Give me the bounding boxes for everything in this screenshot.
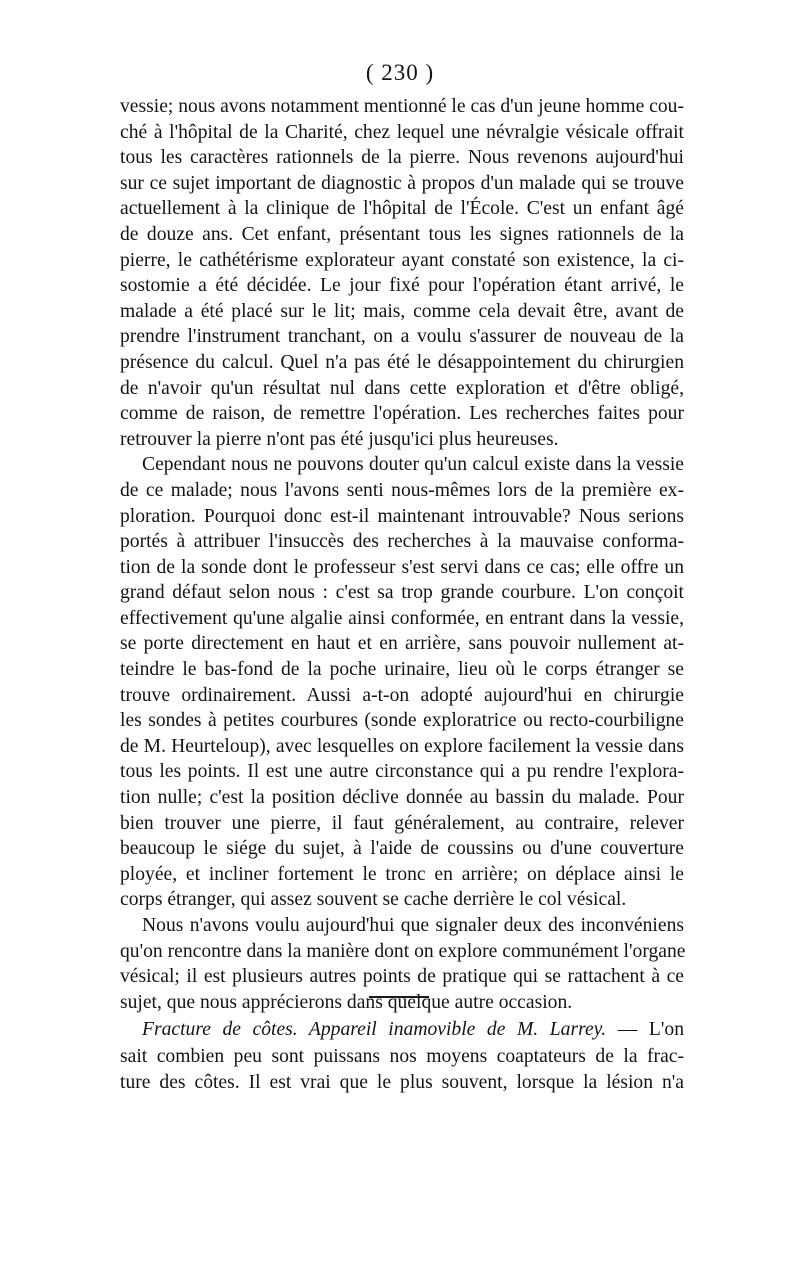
text-line: ché à l'hôpital de la Charité, chez lequel une névralgie vésicale offrait: [120, 121, 684, 143]
section-divider: [369, 996, 429, 998]
text-line: ployée, et incliner fortement le tronc en arrière; on déplace ainsi le: [120, 863, 684, 885]
paragraph-1: [120, 94, 684, 452]
text-line: ploration. Pourquoi donc est-il maintenant introuvable? Nous serions: [120, 505, 684, 527]
section-first-line: [120, 1017, 684, 1044]
page-number: ( 230 ): [365, 60, 435, 85]
text-line: tous les points. Il est une autre circonstance qui a pu rendre l'explora-: [120, 761, 684, 783]
section-heading: Fracture de côtes. Appareil inamovible de M. Larrey.: [142, 1019, 607, 1040]
text-line: vessie; nous avons notamment mentionné le cas d'un jeune homme cou-: [120, 96, 684, 117]
text-line: retrouver la pierre n'ont pas été jusqu'ici plus heureuses.: [120, 428, 559, 450]
text-line: les sondes à petites courbures (sonde exploratrice ou recto-courbiligne: [120, 710, 684, 732]
main-text: [120, 94, 684, 1015]
text-line: beaucoup le siége du sujet, à l'aide de coussins ou d'une couverture: [120, 838, 684, 860]
text-line: de ce malade; nous l'avons senti nous-mêmes lors de la première ex-: [120, 479, 684, 501]
text-line: tous les caractères rationnels de la pierre. Nous revenons aujourd'hui: [120, 147, 684, 169]
section-first-line-rest: — L'on: [606, 1019, 684, 1040]
text-line: tion nulle; c'est la position déclive donnée au bassin du malade. Pour: [120, 787, 684, 809]
text-line: comme de raison, de remettre l'opération. Les recherches faites pour: [120, 403, 684, 425]
text-line: grand défaut selon nous : c'est sa trop grande courbure. L'on conçoit: [120, 582, 684, 604]
text-line: Cependant nous ne pouvons douter qu'un calcul existe dans la vessie: [142, 454, 684, 476]
section-fracture-de-cotes: [120, 1017, 684, 1097]
text-line: se porte directement en haut et en arrière, sans pouvoir nullement at-: [120, 633, 684, 655]
text-line: actuellement à la clinique de l'hôpital de l'École. C'est un enfant âgé: [120, 198, 684, 220]
text-line: présence du calcul. Quel n'a pas été le désappointement du chirurgien: [120, 351, 684, 373]
text-line: pierre, le cathétérisme explorateur ayant constaté son existence, la ci-: [120, 249, 684, 271]
text-line: effectivement qu'une algalie ainsi conformée, en entrant dans la vessie,: [120, 607, 684, 629]
text-line: trouve ordinairement. Aussi a-t-on adopté aujourd'hui en chirurgie: [120, 684, 684, 706]
text-line: ture des côtes. Il est vrai que le plus souvent, lorsque la lésion n'a: [120, 1072, 684, 1093]
text-line: sait combien peu sont puissans nos moyens coaptateurs de la frac-: [120, 1045, 684, 1067]
text-line: teindre le bas-fond de la poche urinaire, lieu où le corps étranger se: [120, 659, 684, 681]
text-line: de M. Heurteloup), avec lesquelles on explore facilement la vessie dans: [120, 735, 684, 757]
text-line: de douze ans. Cet enfant, présentant tous les signes rationnels de la: [120, 223, 684, 245]
text-line: sostomie a été décidée. Le jour fixé pour l'opération étant arrivé, le: [120, 275, 684, 297]
text-line: tion de la sonde dont le professeur s'est servi dans ce cas; elle offre un: [120, 556, 684, 578]
text-line: portés à attribuer l'insuccès des recherches à la mauvaise conforma-: [120, 531, 684, 553]
paragraph-3: [120, 913, 684, 1015]
text-line: vésical; il est plusieurs autres points de pratique qui se rattachent à ce: [120, 966, 684, 988]
text-line: corps étranger, qui assez souvent se cache derrière le col vésical.: [120, 889, 627, 911]
text-line: de n'avoir qu'un résultat nul dans cette exploration et d'être obligé,: [120, 377, 684, 399]
text-line: malade a été placé sur le lit; mais, comme cela devait être, avant de: [120, 300, 684, 322]
text-line: sujet, que nous apprécierons dans quelque autre occasion.: [120, 991, 573, 1013]
text-line: qu'on rencontre dans la manière dont on explore communément l'organe: [120, 940, 686, 962]
text-line: bien trouver une pierre, il faut généralement, au contraire, relever: [120, 812, 684, 834]
text-line: sur ce sujet important de diagnostic à propos d'un malade qui se trouve: [120, 172, 684, 194]
text-line: prendre l'instrument tranchant, on a voulu s'assurer de nouveau de la: [120, 326, 684, 348]
paragraph-2: [120, 452, 684, 913]
text-line: Nous n'avons voulu aujourd'hui que signaler deux des inconvéniens: [142, 915, 684, 936]
